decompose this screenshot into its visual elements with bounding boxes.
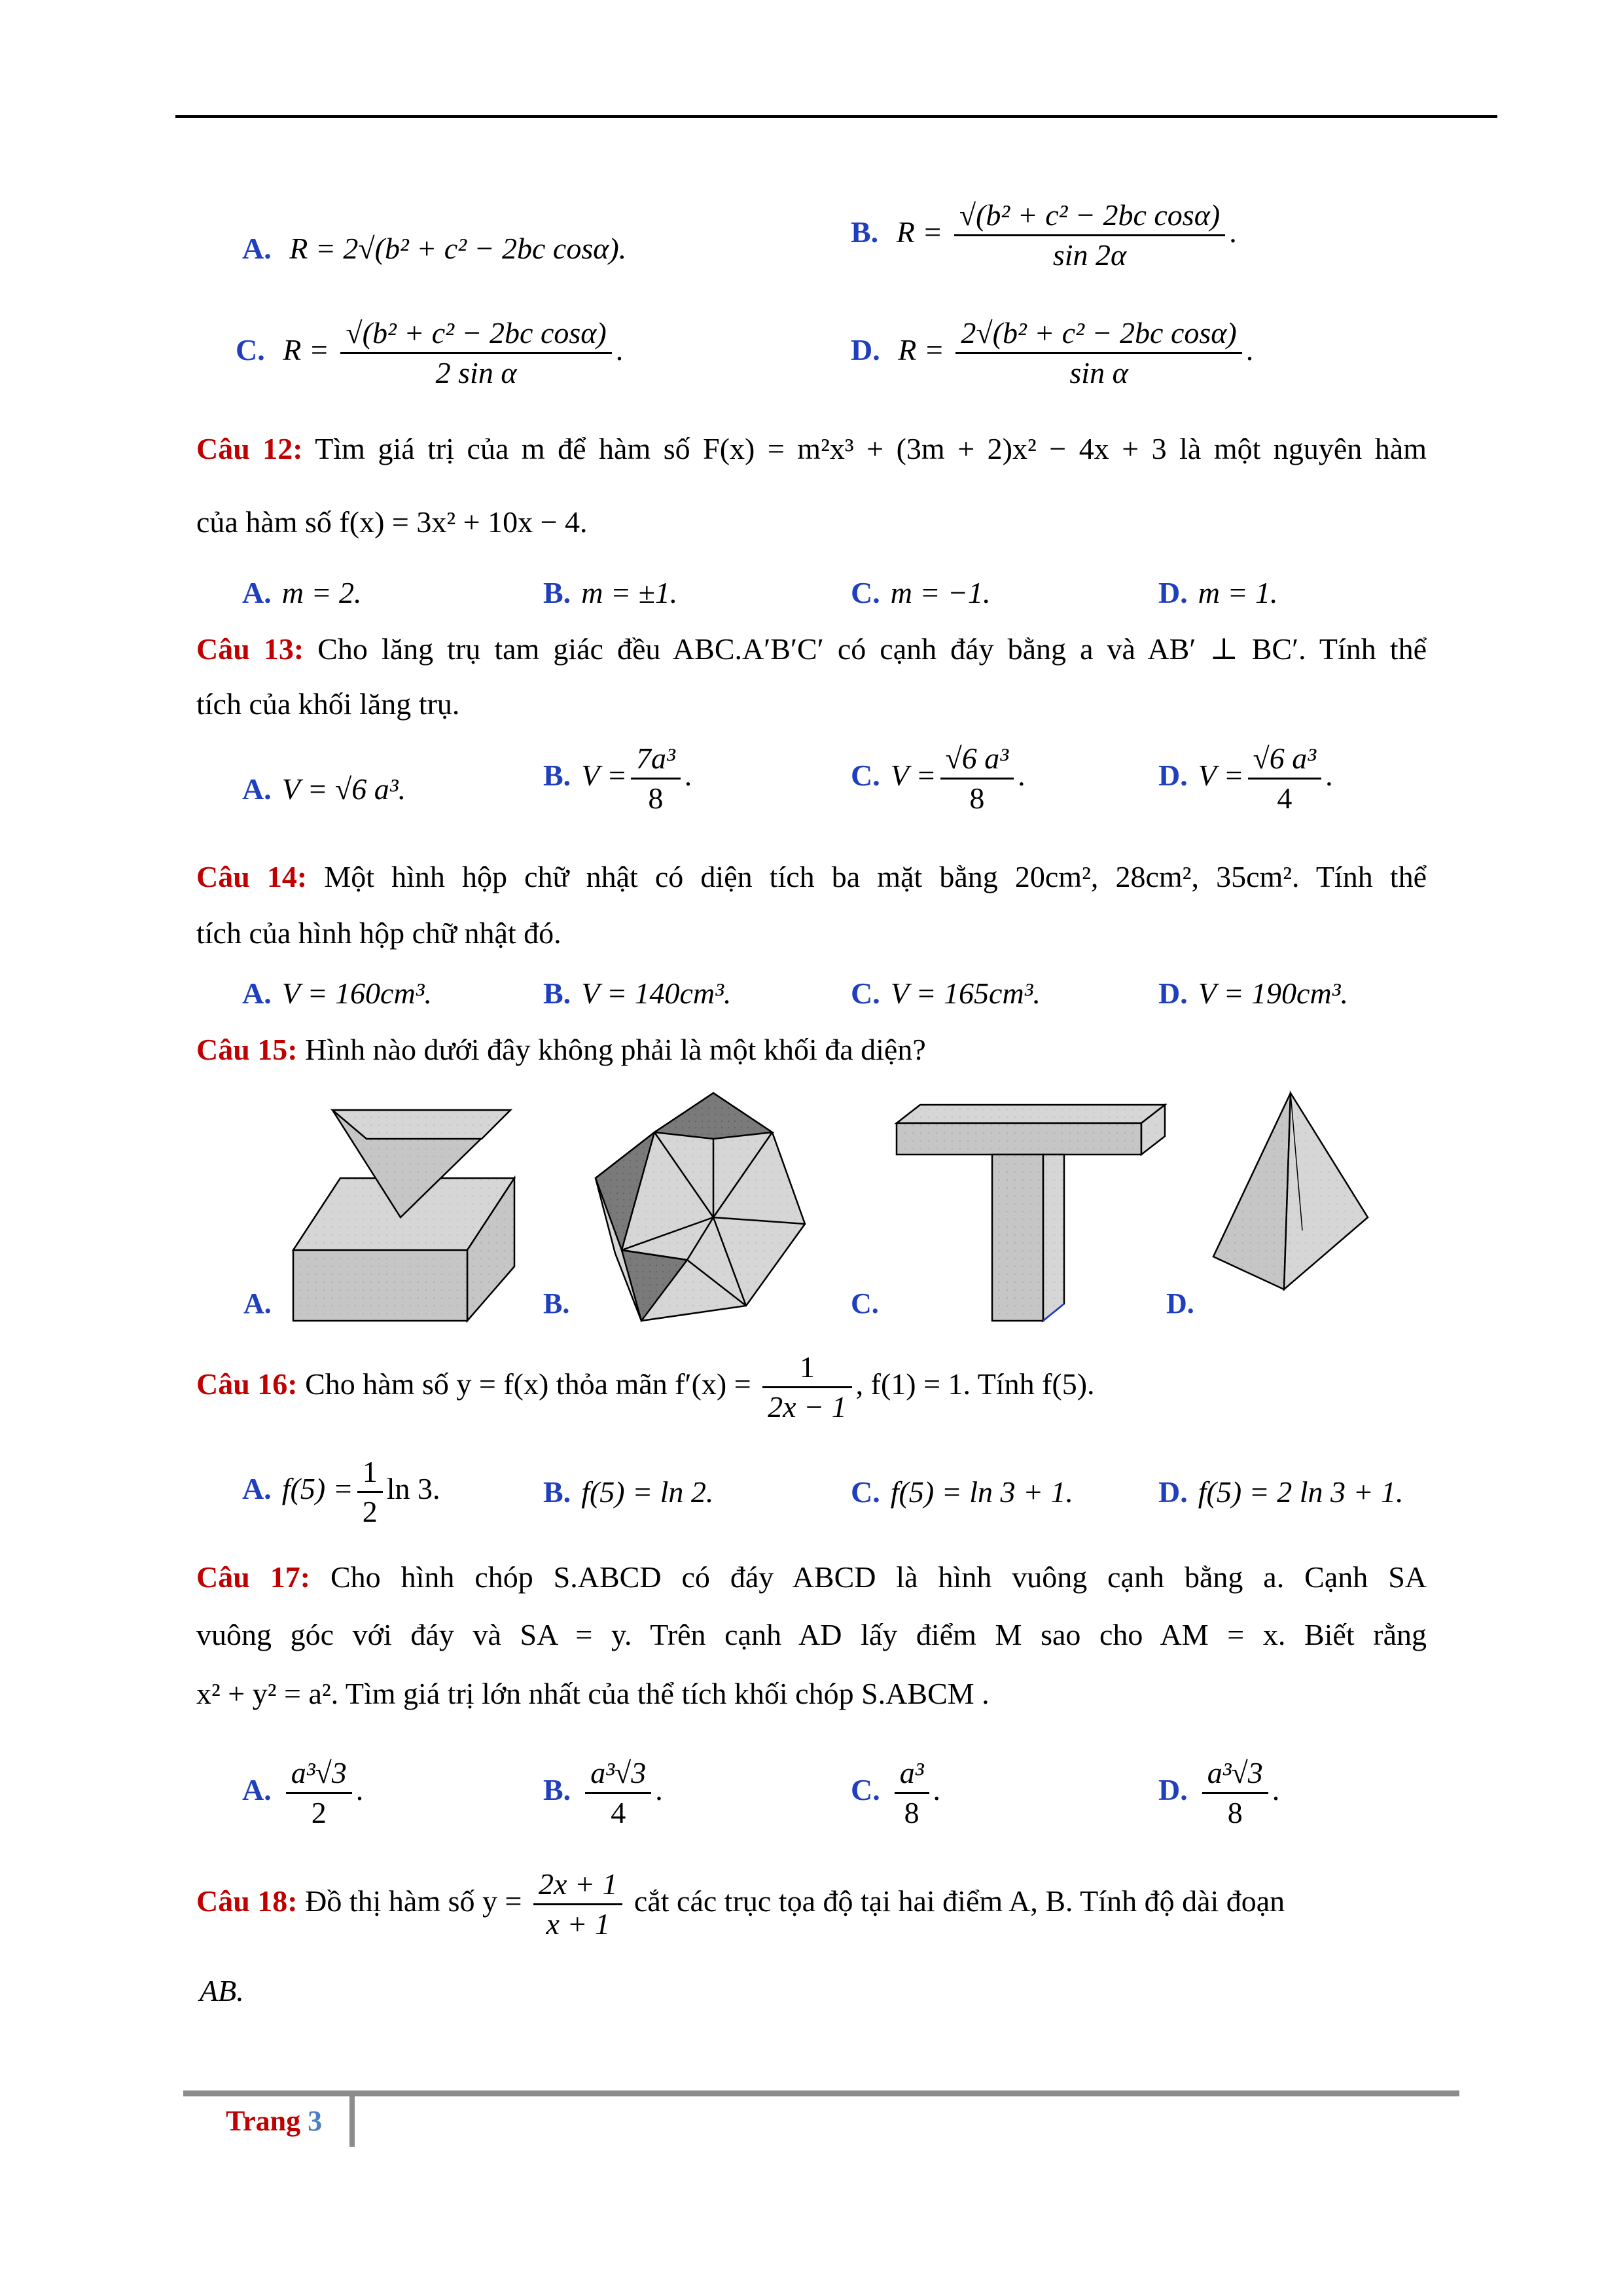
figure-a-label: A. <box>243 1287 272 1319</box>
figure-b-label: B. <box>543 1287 570 1319</box>
figure-c-t-shape <box>897 1105 1165 1321</box>
q11-option-a: A. R = 2√(b² + c² − 2bc cosα). <box>242 232 627 265</box>
q17-d-fraction: $\frac{\text{a³√3}}{8}$ <box>1202 1754 1268 1832</box>
q12-option-a: A. m = 2. <box>242 576 362 609</box>
q13-d-fraction: $\frac{\text{√6 a³}}{4}$ <box>1248 740 1322 817</box>
q17-line1: Câu 17: Cho hình chóp S.ABCD có đáy ABCD là hình vuông cạnh bằng a. Cạnh SA <box>196 1560 1427 1594</box>
q13-option-c: C. V = $\frac{\text{√6 a³}}{8}$ . <box>851 740 1026 817</box>
figure-b-polyhedron <box>596 1093 805 1321</box>
q16-stem: Câu 16: Cho hàm số y = f(x) thỏa mãn f′(x) = $\frac{1}{2x - 1}$ , f(1) = 1. Tính f(5). <box>196 1348 1095 1426</box>
q17-line2: vuông góc với đáy và SA = y. Trên cạnh AD lấy điểm M sao cho AM = x. Biết rằng <box>196 1618 1427 1651</box>
q16-option-d: D. f(5) = 2 ln 3 + 1. <box>1158 1475 1404 1509</box>
figure-d-pyramid <box>1213 1093 1368 1289</box>
q17-option-d: D. $\frac{\text{a³√3}}{8}$ . <box>1158 1754 1279 1832</box>
q14-line1: Câu 14: Một hình hộp chữ nhật có diện tích ba mặt bằng 20cm², 28cm², 35cm². Tính thể <box>196 860 1427 893</box>
q14-line2: tích của hình hộp chữ nhật đó. <box>196 916 562 950</box>
q11-option-c: C. R = $\frac{\text{√(b² + c² − 2bc cosα)}}{\text{2 sin α}}$ . <box>236 314 623 392</box>
figure-c-label: C. <box>851 1287 879 1319</box>
q17-b-fraction: $\frac{\text{a³√3}}{4}$ <box>585 1754 651 1832</box>
q13-line1: Câu 13: Cho lăng trụ tam giác đều ABC.A′B′C′ có cạnh đáy bằng a và AB′ ⊥ BC′. Tính thể <box>196 632 1427 666</box>
footer-divider <box>349 2093 355 2147</box>
q14-option-d: D. V = 190cm³. <box>1158 977 1348 1010</box>
q17-option-b: B. $\frac{\text{a³√3}}{4}$ . <box>543 1754 663 1832</box>
q17-option-a: A. $\frac{\text{a³√3}}{2}$ . <box>242 1754 363 1832</box>
q14-option-b: B. V = 140cm³. <box>543 977 732 1010</box>
page-number: Trang 3 <box>226 2105 323 2137</box>
q11-d-fraction: $\frac{\text{2√(b² + c² − 2bc cosα)}}{\text{sin α}}$ <box>955 314 1241 392</box>
q12-line2: của hàm số f(x) = 3x² + 10x − 4. <box>196 505 588 539</box>
q11-option-d: D. R = $\frac{\text{2√(b² + c² − 2bc cosα)}}{\text{sin α}}$ . <box>851 314 1253 392</box>
q13-c-fraction: $\frac{\text{√6 a³}}{8}$ <box>940 740 1014 817</box>
q16-option-c: C. f(5) = ln 3 + 1. <box>851 1475 1074 1509</box>
q13-b-fraction: $\frac{\text{7a³}}{8}$ <box>631 740 681 817</box>
q12-line1: Câu 12: Tìm giá trị của m để hàm số F(x) = m²x³ + (3m + 2)x² − 4x + 3 là một nguyên hàm <box>196 432 1427 465</box>
footer-rule <box>183 2090 1459 2096</box>
q13-option-d: D. V = $\frac{\text{√6 a³}}{4}$ . <box>1158 740 1333 817</box>
q17-c-fraction: $\frac{\text{a³}}{8}$ <box>895 1754 929 1832</box>
q12-option-b: B. m = ±1. <box>543 576 678 609</box>
q11-option-b: B. R = $\frac{\text{√(b² + c² − 2bc cosα)}}{\sin 2\alpha}$ . <box>851 196 1237 274</box>
q13-line2: tích của khối lăng trụ. <box>196 687 460 721</box>
q12-option-c: C. m = −1. <box>851 576 991 609</box>
figure-a-box-with-pyramid <box>293 1110 514 1321</box>
q17-a-fraction: $\frac{\text{a³√3}}{2}$ <box>286 1754 352 1832</box>
q17-line3: x² + y² = a². Tìm giá trị lớn nhất của thể tích khối chóp S.ABCM . <box>196 1677 990 1710</box>
q16-option-b: B. f(5) = ln 2. <box>543 1475 714 1509</box>
q18-fraction: $\frac{2x + 1}{x + 1}$ <box>533 1865 622 1943</box>
q13-option-a: A. V = √6 a³. <box>242 772 406 806</box>
q13-option-b: B. V = $\frac{\text{7a³}}{8}$ . <box>543 740 692 817</box>
q12-option-d: D. m = 1. <box>1158 576 1278 609</box>
q15-line1: Câu 15: Hình nào dưới đây không phải là một khối đa diện? <box>196 1033 926 1066</box>
q14-option-c: C. V = 165cm³. <box>851 977 1041 1010</box>
figure-d-label: D. <box>1166 1287 1194 1319</box>
q17-option-c: C. $\frac{\text{a³}}{8}$ . <box>851 1754 940 1832</box>
q16-option-a: A. f(5) = $\frac{1}{2}$ ln 3. <box>242 1453 440 1531</box>
q18-line2: AB. <box>200 1974 244 2007</box>
q16-fraction: $\frac{1}{2x - 1}$ <box>762 1348 851 1426</box>
q18-stem: Câu 18: Đồ thị hàm số y = $\frac{2x + 1}{x + 1}$ cắt các trục tọa độ tại hai điểm A, B. Tính độ dài đoạn <box>196 1865 1285 1943</box>
q11-c-fraction: $\frac{\text{√(b² + c² − 2bc cosα)}}{\text{2 sin α}}$ <box>340 314 611 392</box>
q14-option-a: A. V = 160cm³. <box>242 977 432 1010</box>
q11-b-fraction: $\frac{\text{√(b² + c² − 2bc cosα)}}{\sin 2\alpha}$ <box>954 196 1225 274</box>
q16-a-fraction: $\frac{1}{2}$ <box>357 1453 383 1531</box>
